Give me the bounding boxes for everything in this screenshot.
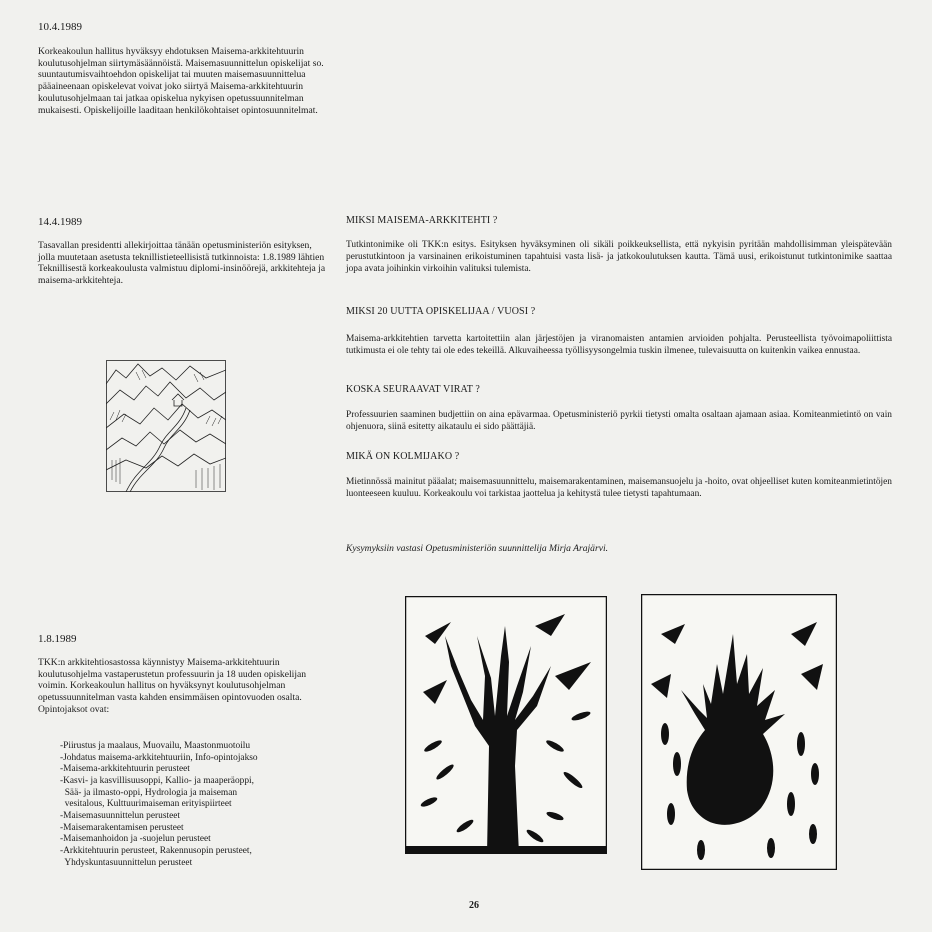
list-item: -Maisemasuunnittelun perusteet <box>60 810 181 821</box>
date-1-8-1989: 1.8.1989 <box>38 633 77 645</box>
list-item: vesitalous, Kulttuurimaiseman erityispiirteet <box>60 799 232 810</box>
list-item: Yhdyskuntasuunnittelun perusteet <box>60 857 193 868</box>
paragraph-programme-start: TKK:n arkkitehtiosastossa käynnistyy Maisema-arkkitehtuurin koulutusohjelma vastaperustetun professuurin ja 18 uuden opiskelijan voimin. Korkeakoulun hallitus on hyväksynyt koulutusohjelman opetussuunnitelman vasta kahden ensimmäisen opintovuoden osalta. Opintojaksot ovat: <box>38 657 307 715</box>
list-item: Sää- ja ilmasto-oppi, Hydrologia ja maiseman <box>60 787 238 798</box>
list-item: -Maisemanhoidon ja -suojelun perusteet <box>60 834 211 845</box>
list-item: -Arkkitehtuurin perusteet, Rakennusopin perusteet, <box>60 845 252 856</box>
interview-credit: Kysymyksiin vastasi Opetusministeriön suunnittelija Mirja Arajärvi. <box>346 543 609 554</box>
heading-three-way-division: MIKÄ ON KOLMIJAKO ? <box>346 451 460 462</box>
heading-why-20-students: MIKSI 20 UUTTA OPISKELIJAA / VUOSI ? <box>346 306 536 317</box>
course-list <box>60 741 258 869</box>
list-item: -Kasvi- ja kasvillisuusoppi, Kallio- ja maaperäoppi, <box>60 775 254 786</box>
answer-why-landscape-architect: Tutkintonimike oli TKK:n esitys. Esityksen hyväksyminen oli sikäli poikkeuksellista, että nykyisin pyritään mahdollisimman yleispätevään perustutkintoon ja varsinainen erikoistuminen tapahtuisi vasta lisä- ja jatkokoulutuksen kautta. Tämä uusi, erikoistunut tutkintonimike saattaa jopa avata joihinkin virkoihin valituksi tulemista. <box>346 240 892 274</box>
list-item: -Piirustus ja maalaus, Muovailu, Maastonmuotoilu <box>60 741 251 751</box>
date-10-4-1989: 10.4.1989 <box>38 21 82 33</box>
paragraph-transition-rules: Korkeakoulun hallitus hyväksyy ehdotuksen Maisema-arkkitehtuurin koulutusohjelman siirtymäsäännöistä. Maisemasuunnittelun opiskelijat so. suuntautumisvaihtoehdon opiskelijat tai muuten maisemasuunnittelua pääaineenaan opiskelevat voivat joko siirtyä Maisema-arkkitehtuurin koulutusohjelmaan tai jatkaa opiskelua nykyisen opetussuunnitelman mukaisesti. Opiskelijoille laaditaan henkilökohtaiset opintosuunnitelmat. <box>38 46 324 116</box>
answer-why-20-students: Maisema-arkkitehtien tarvetta kartoitettiin alan järjestöjen ja viranomaisten antamien arvioiden pohjalta. Perusteellista työvoimapoliittista tutkimusta ei ole tehty tai ole edes tekeillä. Alkuvaiheessa työllisyysongelmia tuskin ilmenee, tulevaisuutta on kuitenkin vaikea ennustaa. <box>346 334 892 356</box>
woodcut-tree-left <box>405 596 607 854</box>
answer-next-positions: Professuurien saaminen budjettiin on aina epävarmaa. Opetusministeriö pyrkii tietysti omalta osaltaan ajamaan asiaa. Komiteanmietintö on vain ohjenuora, siinä esitetty aikataulu ei sido päättäjiä. <box>346 410 892 432</box>
list-item: -Maisema-arkkitehtuurin perusteet <box>60 764 190 775</box>
woodcut-tree-right <box>641 594 837 870</box>
paragraph-president-decree: Tasavallan presidentti allekirjoittaa tänään opetusministeriön esityksen, jolla muutetaan asetusta teknillistieteellisistä tutkinnoista: 1.8.1989 lähtien Teknillisestä korkeakoulusta valmistuu diplomi-insinöörejä, arkkitehteja ja maisema-arkkitehteja. <box>38 240 326 287</box>
date-14-4-1989: 14.4.1989 <box>38 216 82 228</box>
heading-why-landscape-architect: MIKSI MAISEMA-ARKKITEHTI ? <box>346 215 498 226</box>
list-item: -Johdatus maisema-arkkitehtuuriin, Info-opintojakso <box>60 752 258 763</box>
page-number: 26 <box>469 900 479 911</box>
list-item: -Maisemarakentamisen perusteet <box>60 822 184 833</box>
answer-three-way-division: Mietinnössä mainitut pääalat; maisemasuunnittelu, maisemarakentaminen, maisemansuojelu ja -hoito, ovat ohjeelliset kuten komiteanmietintöjen luonteeseen kuuluu. Korkeakoulu voi tarkistaa jaottelua ja kehitystä tulee tietysti tapahtumaan. <box>346 477 892 499</box>
heading-next-positions: KOSKA SEURAAVAT VIRAT ? <box>346 384 480 395</box>
mountain-landscape-illustration <box>106 360 226 492</box>
